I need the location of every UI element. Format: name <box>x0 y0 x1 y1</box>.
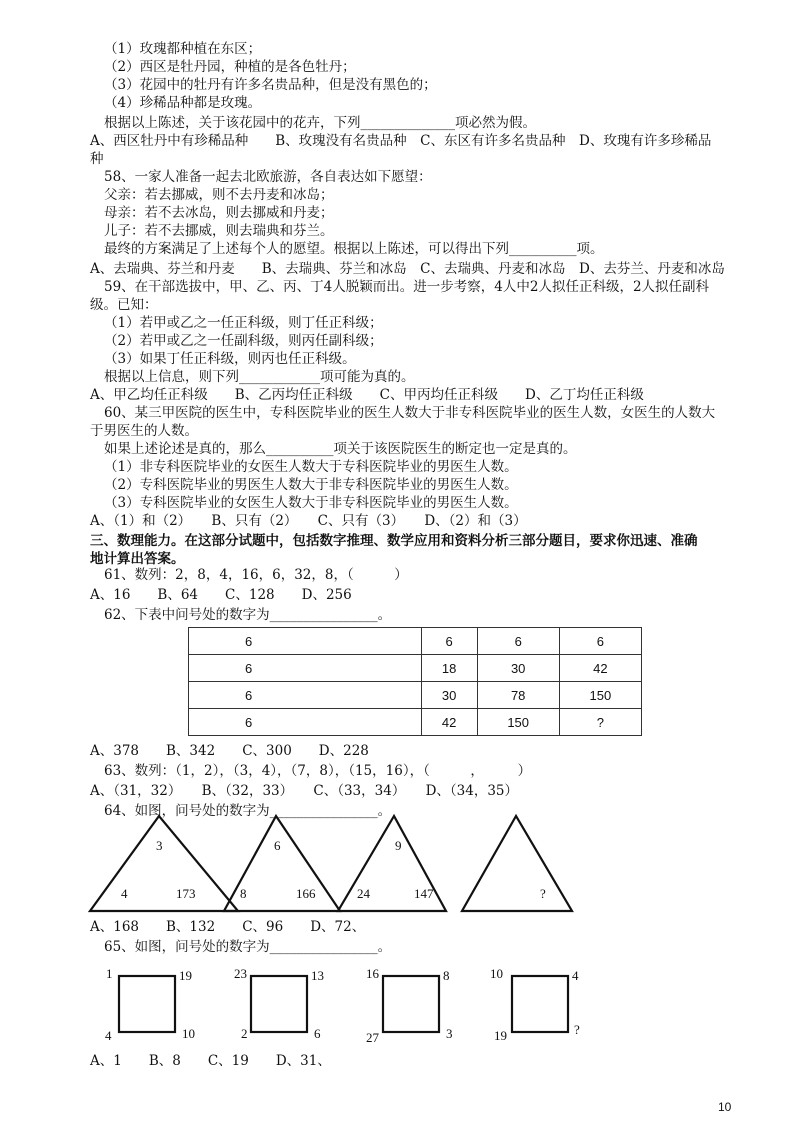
table-cell: 6 <box>189 655 422 682</box>
table-cell: 150 <box>559 682 641 709</box>
table-cell: 6 <box>559 628 641 655</box>
q59-condition-1: （1）若甲或乙之一任正科级，则丁任正科级； <box>104 315 383 331</box>
q60-question: 如果上述论述是真的，那么__________项关于该医院医生的断定也一定是真的。 <box>104 441 577 457</box>
q59-question: 根据以上信息，则下列____________项可能为真的。 <box>104 369 415 385</box>
q57-statement-4: （4）珍稀品种都是玫瑰。 <box>104 95 262 111</box>
table-cell: 6 <box>421 628 477 655</box>
square-tr-number: 4 <box>572 968 579 983</box>
triangle-top-number: 6 <box>274 838 281 853</box>
q60-stem: 60、某三甲医院的医生中，专科医院毕业的医生人数大于非专科医院毕业的医生人数，女医生的人数大 <box>104 405 716 421</box>
q57-question: 根据以上陈述，关于该花园中的花卉，下列______________项必然为假。 <box>104 115 536 131</box>
q60-statement-2: （2）专科医院毕业的男医生人数大于非专科医院毕业的男医生人数。 <box>104 477 518 493</box>
triangle-right-number: 166 <box>296 886 316 901</box>
q59-stem: 59、在干部选拔中，甲、乙、丙、丁4人脱颖而出。进一步考察，4人中2人拟任正科级，2人拟任副科 <box>104 279 710 295</box>
table-cell: 6 <box>189 682 422 709</box>
table-cell: 6 <box>477 628 559 655</box>
square-bl-number: 27 <box>366 1030 379 1045</box>
triangle-top-number: 9 <box>395 838 402 853</box>
square-shape <box>512 976 568 1032</box>
table-cell: 30 <box>421 682 477 709</box>
table-cell: 42 <box>421 709 477 736</box>
q58-mother: 母亲：若不去冰岛，则去挪威和丹麦； <box>104 205 334 221</box>
page-number: 10 <box>718 1100 732 1114</box>
square-bl-number: 4 <box>105 1028 112 1043</box>
q61-options: A、16 B、64 C、128 D、256 <box>90 587 352 603</box>
table-cell: 78 <box>477 682 559 709</box>
q59-condition-2: （2）若甲或乙之一任副科级，则丙任副科级； <box>104 333 383 349</box>
square-shape <box>119 976 175 1032</box>
q57-options-wrap: 种 <box>90 151 104 167</box>
square-br-number: 6 <box>314 1026 321 1041</box>
q59-condition-3: （3）如果丁任正科级，则丙也任正科级。 <box>104 351 356 367</box>
q61-stem: 61、数列：2，8，4，16，6，32，8，（ ） <box>104 567 408 583</box>
square-tr-number: 19 <box>179 968 192 983</box>
triangle-left-number: 8 <box>240 886 247 901</box>
q65-stem: 65、如图，问号处的数字为________________。 <box>104 939 392 955</box>
q63-options: A、（31，32） B、（32，33） C、（33，34） D、（34，35） <box>90 783 518 799</box>
square-shape <box>251 976 307 1032</box>
q59-options: A、甲乙均任正科级 B、乙丙均任正科级 C、甲丙均任正科级 D、乙丁均任正科级 <box>90 387 644 403</box>
square-tl-number: 23 <box>234 966 247 981</box>
q65-options: A、1 B、8 C、19 D、31、 <box>90 1053 331 1069</box>
table-cell: 6 <box>189 628 422 655</box>
table-cell: 42 <box>559 655 641 682</box>
q62-options: A、378 B、342 C、300 D、228 <box>90 743 369 759</box>
triangle-left-number: 4 <box>121 886 128 901</box>
square-tl-number: 10 <box>490 966 503 981</box>
table-cell: 18 <box>421 655 477 682</box>
square-br-number: 10 <box>182 1026 195 1041</box>
table-cell: ? <box>559 709 641 736</box>
table-cell: 6 <box>189 709 422 736</box>
q57-options: A、西区牡丹中有珍稀品种 B、玫瑰没有名贵品种 C、东区有许多名贵品种 D、玫瑰有许多珍稀品 <box>90 133 712 149</box>
square-br-number: 3 <box>446 1026 453 1041</box>
q60-options: A、（1）和（2） B、只有（2） C、只有（3） D、（2）和（3） <box>90 513 527 529</box>
square-tr-number: 8 <box>443 968 450 983</box>
square-tl-number: 16 <box>366 966 379 981</box>
square-tl-number: 1 <box>106 966 113 981</box>
q57-statement-1: （1）玫瑰都种植在东区； <box>104 41 262 57</box>
q58-father: 父亲：若去挪威，则不去丹麦和冰岛； <box>104 187 334 203</box>
triangle-left-number: 24 <box>357 886 370 901</box>
table-cell: 30 <box>477 655 559 682</box>
section-heading-wrap: 地计算出答案。 <box>90 551 185 567</box>
q63-stem: 63、数列：（1，2），（3，4），（7，8），（15，16），（ ， ） <box>104 763 532 779</box>
q60-statement-3: （3）专科医院毕业的女医生人数大于非专科医院毕业的男医生人数。 <box>104 495 518 511</box>
triangle-top-number: 3 <box>156 838 163 853</box>
q58-stem: 58、一家人准备一起去北欧旅游，各自表达如下愿望： <box>104 169 432 185</box>
triangle-right-number: 173 <box>176 886 196 901</box>
square-br-number: ? <box>574 1022 580 1037</box>
square-bl-number: 2 <box>241 1026 248 1041</box>
q58-son: 儿子：若不去挪威，则去瑞典和芬兰。 <box>104 223 334 239</box>
table-cell: 150 <box>477 709 559 736</box>
square-shape <box>383 976 439 1032</box>
q59-stem-wrap: 级。已知： <box>90 297 158 313</box>
q64-options: A、168 B、132 C、96 D、72、 <box>90 919 366 935</box>
q60-stem-wrap: 于男医生的人数。 <box>90 423 198 439</box>
q62-stem: 62、下表中问号处的数字为________________。 <box>104 607 392 623</box>
q58-options: A、去瑞典、芬兰和丹麦 B、去瑞典、芬兰和冰岛 C、去瑞典、丹麦和冰岛 D、去芬兰、丹麦和冰岛 <box>90 261 725 277</box>
q57-statement-2: （2）西区是牡丹园，种植的是各色牡丹； <box>104 59 356 75</box>
q64-stem: 64、如图，问号处的数字为________________。 <box>104 803 392 819</box>
q60-statement-1: （1）非专科医院毕业的女医生人数大于专科医院毕业的男医生人数。 <box>104 459 518 475</box>
triangle-right-number: ? <box>540 886 546 901</box>
q57-statement-3: （3）花园中的牡丹有许多名贵品种，但是没有黑色的； <box>104 77 437 93</box>
triangle-right-number: 147 <box>414 886 434 901</box>
square-tr-number: 13 <box>311 968 324 983</box>
square-bl-number: 19 <box>494 1028 507 1043</box>
section-heading: 三、数理能力。在这部分试题中，包括数字推理、数学应用和资料分析三部分题目，要求你迅速、准确 <box>90 533 698 549</box>
q58-question: 最终的方案满足了上述每个人的愿望。根据以上陈述，可以得出下列__________项。 <box>104 241 604 257</box>
